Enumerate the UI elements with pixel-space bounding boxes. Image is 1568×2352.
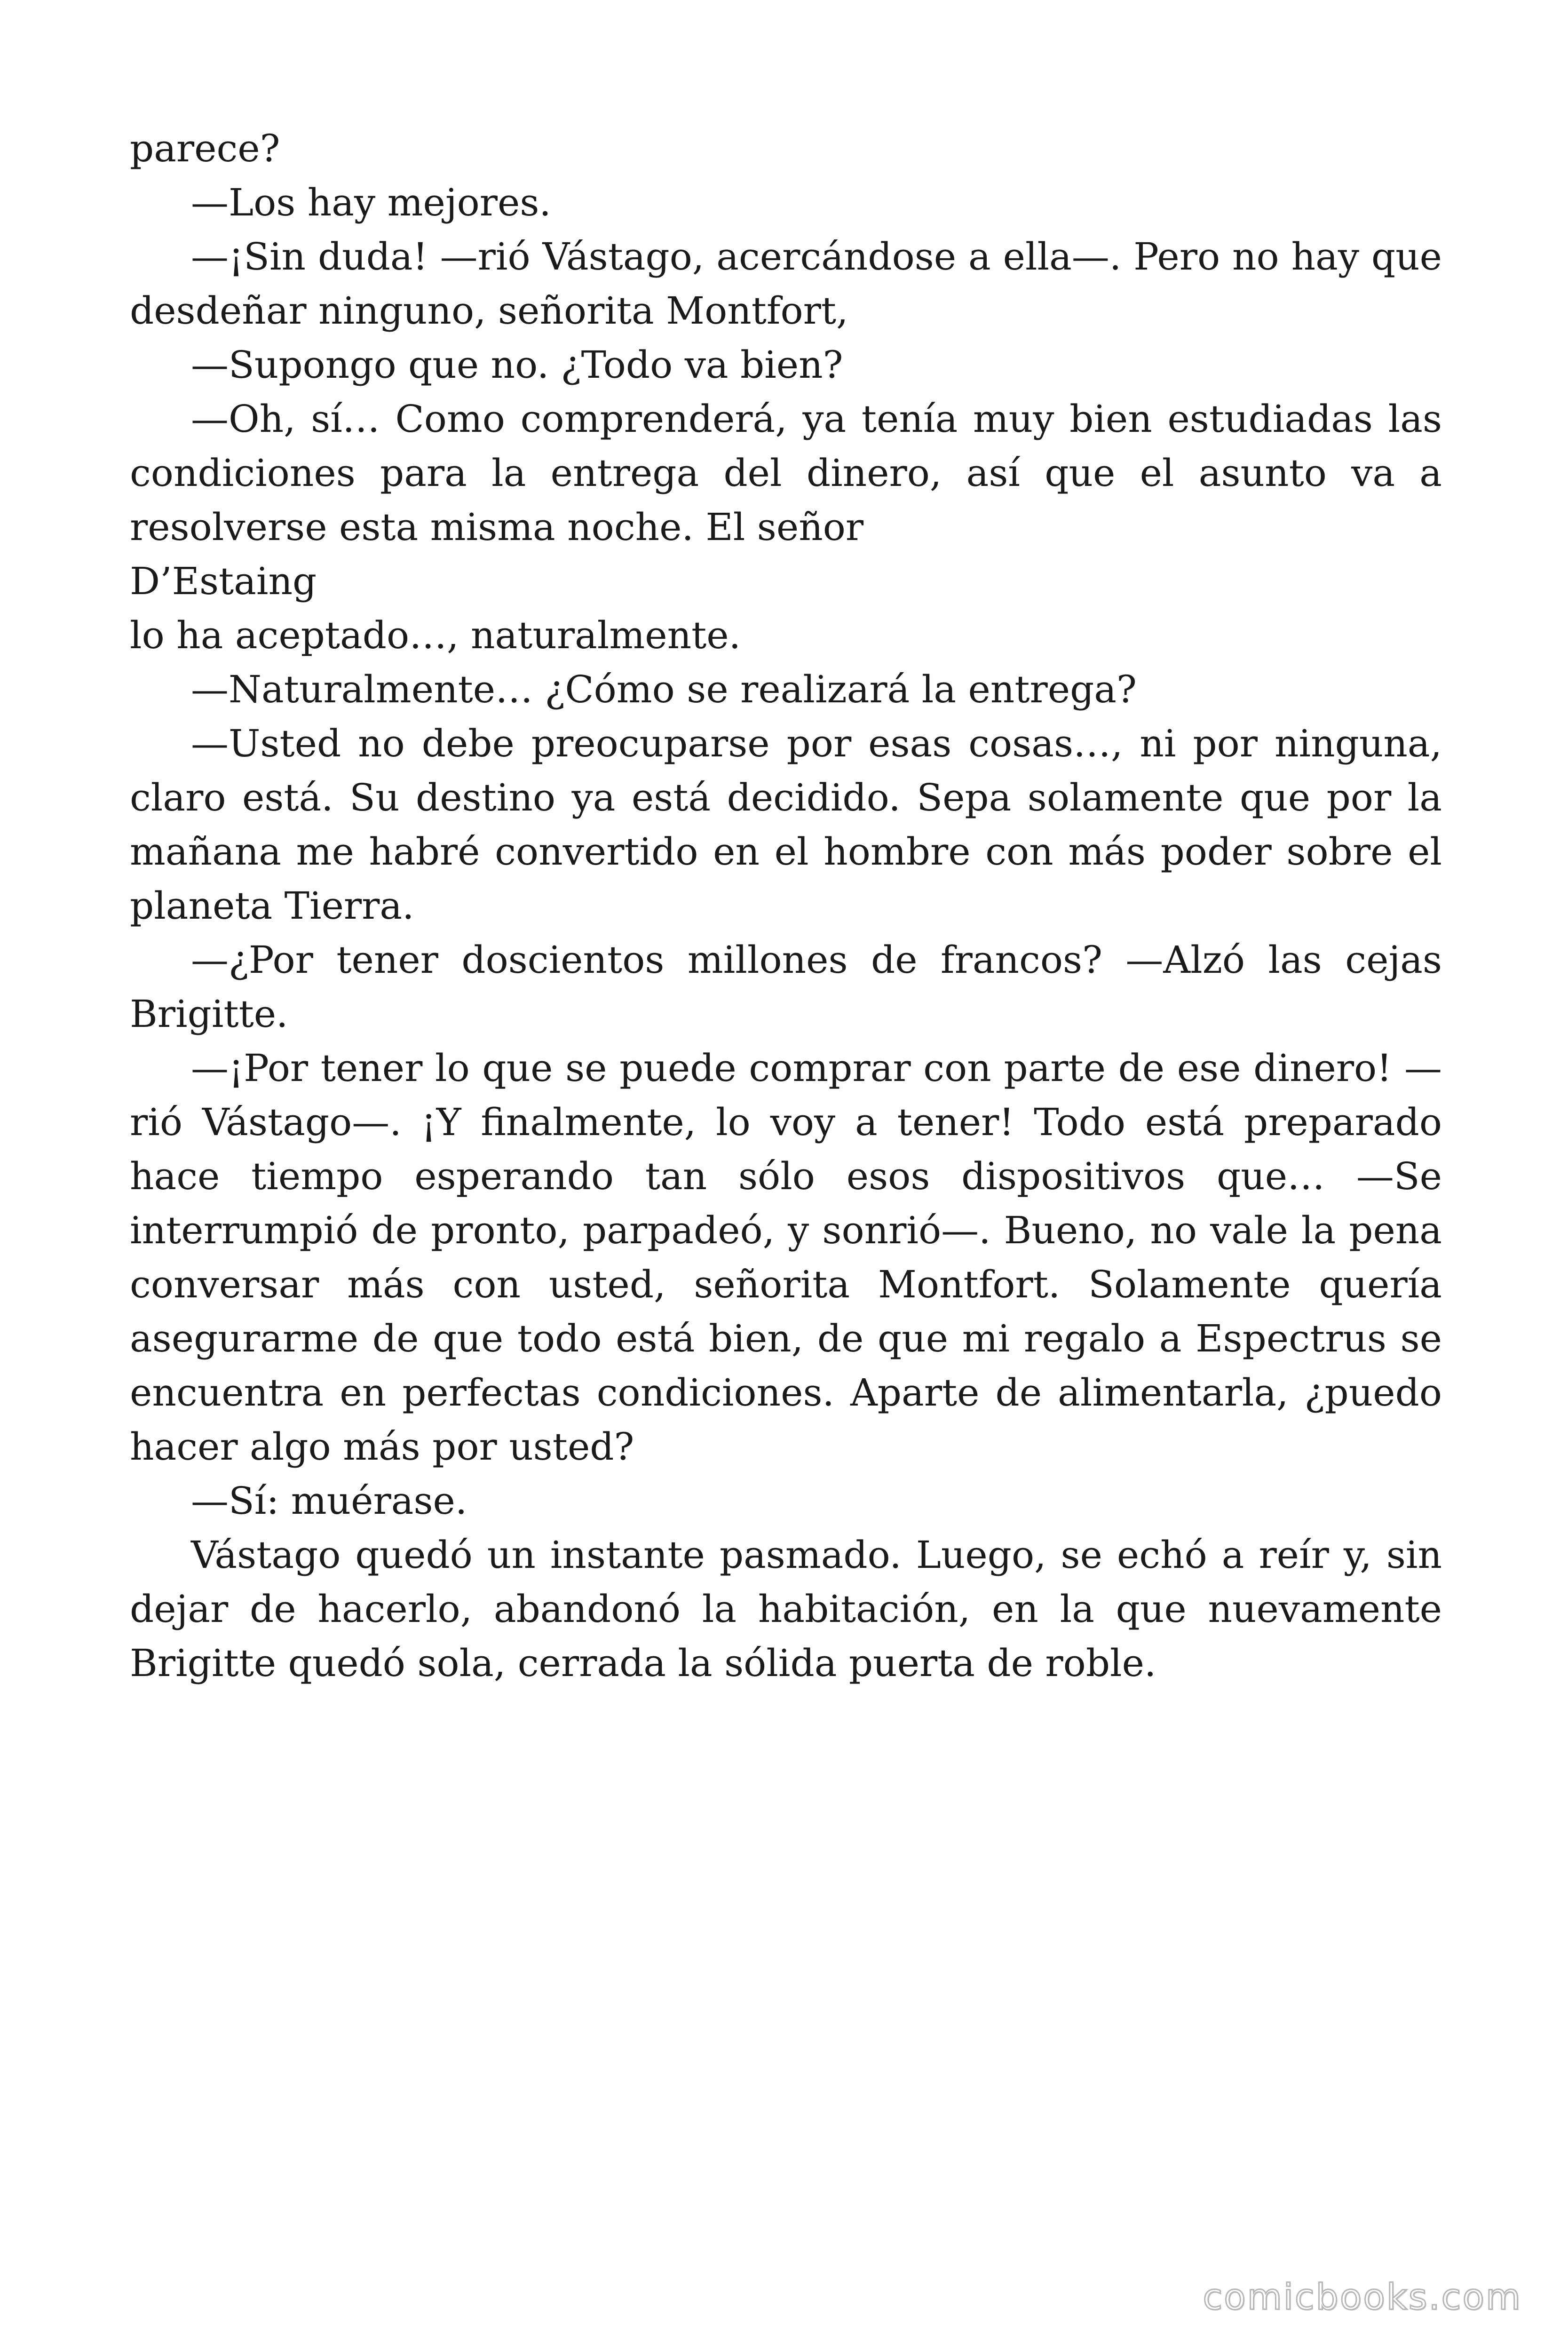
- paragraph: —Oh, sí… Como comprenderá, ya tenía muy bien estudiadas las condiciones para la entrega del dinero, así que el asunto va a resolverse esta misma noche. El señor: [130, 397, 1442, 549]
- paragraph: —¡Sin duda! —rió Vástago, acercándose a ella—. Pero no hay que desdeñar ninguno, señorita Montfort,: [130, 235, 1442, 333]
- paragraph: Vástago quedó un instante pasmado. Luego, se echó a reír y, sin dejar de hacerlo, abandonó la habitación, en la que nuevamente Brigitte quedó sola, cerrada la sólida puerta de roble.: [130, 1533, 1442, 1685]
- paragraph: —Usted no debe preocuparse por esas cosas…, ni por ninguna, claro está. Su destino ya está decidido. Sepa solamente que por la mañana me habré convertido en el hombre con más poder sobre el planeta Tierra.: [130, 722, 1442, 928]
- paragraph: —¿Por tener doscientos millones de francos? —Alzó las cejas Brigitte.: [130, 938, 1442, 1036]
- paragraph: lo ha aceptado…, naturalmente.: [130, 613, 741, 657]
- watermark: comicbooks.com: [1203, 2276, 1522, 2318]
- paragraph: —¡Por tener lo que se puede comprar con parte de ese dinero! —rió Vástago—. ¡Y finalmente, lo voy a tener! Todo está preparado hace tiempo esperando tan sólo esos dispositivos que… —Se interrumpió de pronto, parpadeó, y sonrió—. Bueno, no vale la pena conversar más con usted, señorita Montfort. Solamente quería asegurarme de que todo está bien, de que mi regalo a Espectrus se encuentra en perfectas condiciones. Aparte de alimentarla, ¿puedo hacer algo más por usted?: [130, 1046, 1442, 1469]
- paragraph: D’Estaing: [130, 559, 317, 603]
- paragraph: parece?: [130, 127, 280, 170]
- paragraph: —Supongo que no. ¿Todo va bien?: [191, 343, 843, 387]
- book-page-text: [130, 121, 1442, 1690]
- paragraph: —Sí: muérase.: [191, 1479, 467, 1523]
- paragraph: —Naturalmente… ¿Cómo se realizará la entrega?: [191, 667, 1137, 711]
- paragraph: —Los hay mejores.: [191, 181, 551, 224]
